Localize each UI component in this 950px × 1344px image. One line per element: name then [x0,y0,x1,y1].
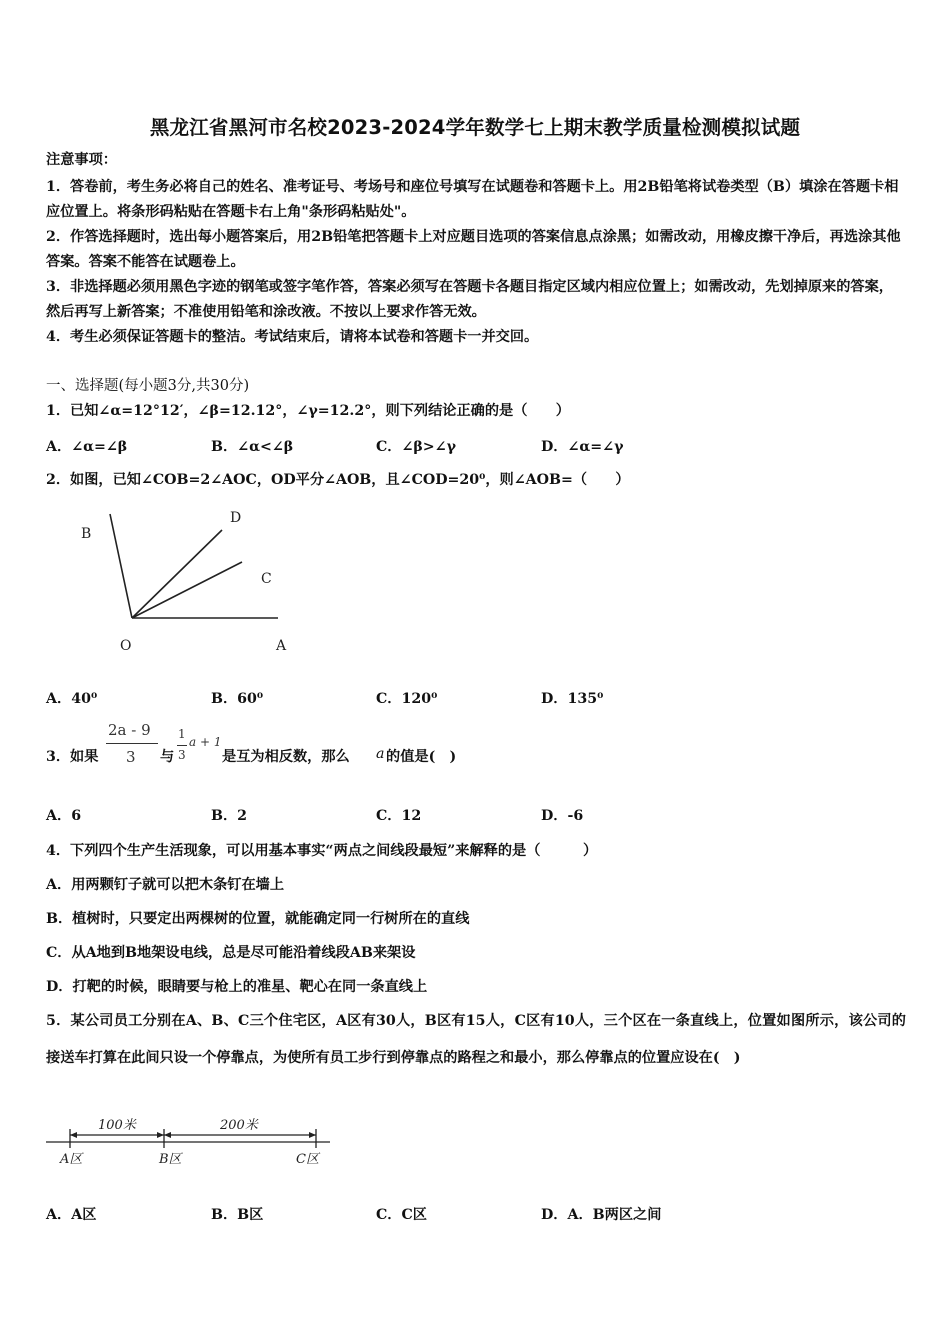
label-a: A [276,638,287,654]
page-title: 黑龙江省黑河市名校2023-2024学年数学七上期末教学质量检测模拟试题 [149,116,801,139]
q5-option-a: A．A区 [46,1207,97,1223]
note-item-1: 1．答卷前，考生务必将自己的姓名、准考证号、考场号和座位号填写在试题卷和答题卡上。用2B铅笔将试卷类型（B）填涂在答题卡相应位置上。将条形码粘贴在答题卡右上角"条形码粘贴处"。 [46,179,899,220]
label-100m: 100米 [98,1118,136,1133]
q3-suffix: 是互为相反数，那么 [222,749,350,765]
q3-frac2-numerator: 1 [178,727,186,741]
q5-option-b: B．B区 [211,1207,264,1223]
label-b: B [81,526,92,542]
q4-option-b: B．植树时，只要定出两棵树的位置，就能确定同一行树所在的直线 [46,911,470,927]
q1-stem: 1．已知∠α=12°12′，∠β=12.12°，∠γ=12.2°，则下列结论正确的是（ ） [46,403,570,419]
q2-option-d: D．135⁰ [541,691,604,707]
q2-option-b: B．60⁰ [211,691,264,707]
q5-stem: 5．某公司员工分别在A、B、C三个住宅区，A区有30人，B区有15人，C区有10人，三个区在一条直线上，位置如图所示，该公司的接送车打算在此间只设一个停靠点，为使所有员工步行到停靠点的路程之和最小，那么停靠点的位置应设在( ) [46,1013,906,1066]
q3-frac1-denominator: 3 [126,748,136,766]
q3-end: 的值是( ) [386,749,457,765]
q2-stem: 2．如图，已知∠COB=2∠AOC，OD平分∠AOB，且∠COD=20⁰，则∠AOB=（ ） [46,472,630,488]
ray-oc [132,562,242,618]
q3-option-c: C．12 [376,808,422,824]
q3-prefix: 3．如果 [46,749,99,765]
q5-option-c: C．C区 [376,1207,427,1223]
q3-option-b: B．2 [211,808,248,824]
label-o: O [120,638,132,654]
label-a-zone: A区 [60,1152,83,1167]
label-b-zone: B区 [159,1152,182,1167]
q1-option-b: B．∠α<∠β [211,439,294,455]
q1-option-a: A．∠α=∠β [46,439,128,455]
q4-stem: 4．下列四个生产生活现象，可以用基本事实“两点之间线段最短”来解释的是（ ） [46,843,598,859]
label-d: D [230,510,242,526]
q3-mid: 与 [160,749,175,765]
section-heading: 一、选择题(每小题3分,共30分) [46,378,250,394]
q1-option-c: C．∠β>∠γ [376,439,456,455]
q3-frac2-denominator: 3 [178,748,186,762]
q2-angle-figure [70,500,310,660]
label-c: C [261,571,272,587]
arrow-b-left [157,1132,164,1138]
q3-variable: a [376,746,385,762]
q3-option-d: D．-6 [541,808,584,824]
q5-option-d: D．A．B两区之间 [541,1207,662,1223]
ray-ob [110,514,132,618]
q3-frac2-bar [177,745,187,746]
ray-od [132,530,222,618]
q4-option-c: C．从A地到B地架设电线，总是尽可能沿着线段AB来架设 [46,945,416,961]
q5-location-figure [42,1110,342,1172]
label-200m: 200米 [220,1118,258,1133]
q3-frac1-numerator: 2a - 9 [108,721,151,739]
q3-frac1-bar [106,743,158,744]
q2-option-c: C．120⁰ [376,691,438,707]
q4-option-d: D．打靶的时候，眼睛要与枪上的准星、靶心在同一条直线上 [46,979,428,995]
note-item-2: 2．作答选择题时，选出每小题答案后，用2B铅笔把答题卡上对应题目选项的答案信息点涂黑；如需改动，用橡皮擦干净后，再选涂其他答案。答案不能答在试题卷上。 [46,229,901,270]
notes-heading: 注意事项： [46,152,117,168]
q3-frac2-tail: a + 1 [189,735,222,749]
q2-option-a: A．40⁰ [46,691,98,707]
arrow-a-right [70,1132,77,1138]
q3-option-a: A．6 [46,808,82,824]
note-item-3: 3．非选择题必须用黑色字迹的钢笔或签字笔作答，答案必须写在答题卡各题目指定区域内相应位置上；如需改动，先划掉原来的答案，然后再写上新答案；不准使用铅笔和涂改液。不按以上要求作答无效。 [46,279,893,320]
label-c-zone: C区 [296,1152,319,1167]
arrow-c-left [309,1132,316,1138]
q1-option-d: D．∠α=∠γ [541,439,624,455]
q4-option-a: A．用两颗钉子就可以把木条钉在墙上 [46,877,285,893]
arrow-b-right [164,1132,171,1138]
note-item-4: 4．考生必须保证答题卡的整洁。考试结束后，请将本试卷和答题卡一并交回。 [46,329,539,345]
